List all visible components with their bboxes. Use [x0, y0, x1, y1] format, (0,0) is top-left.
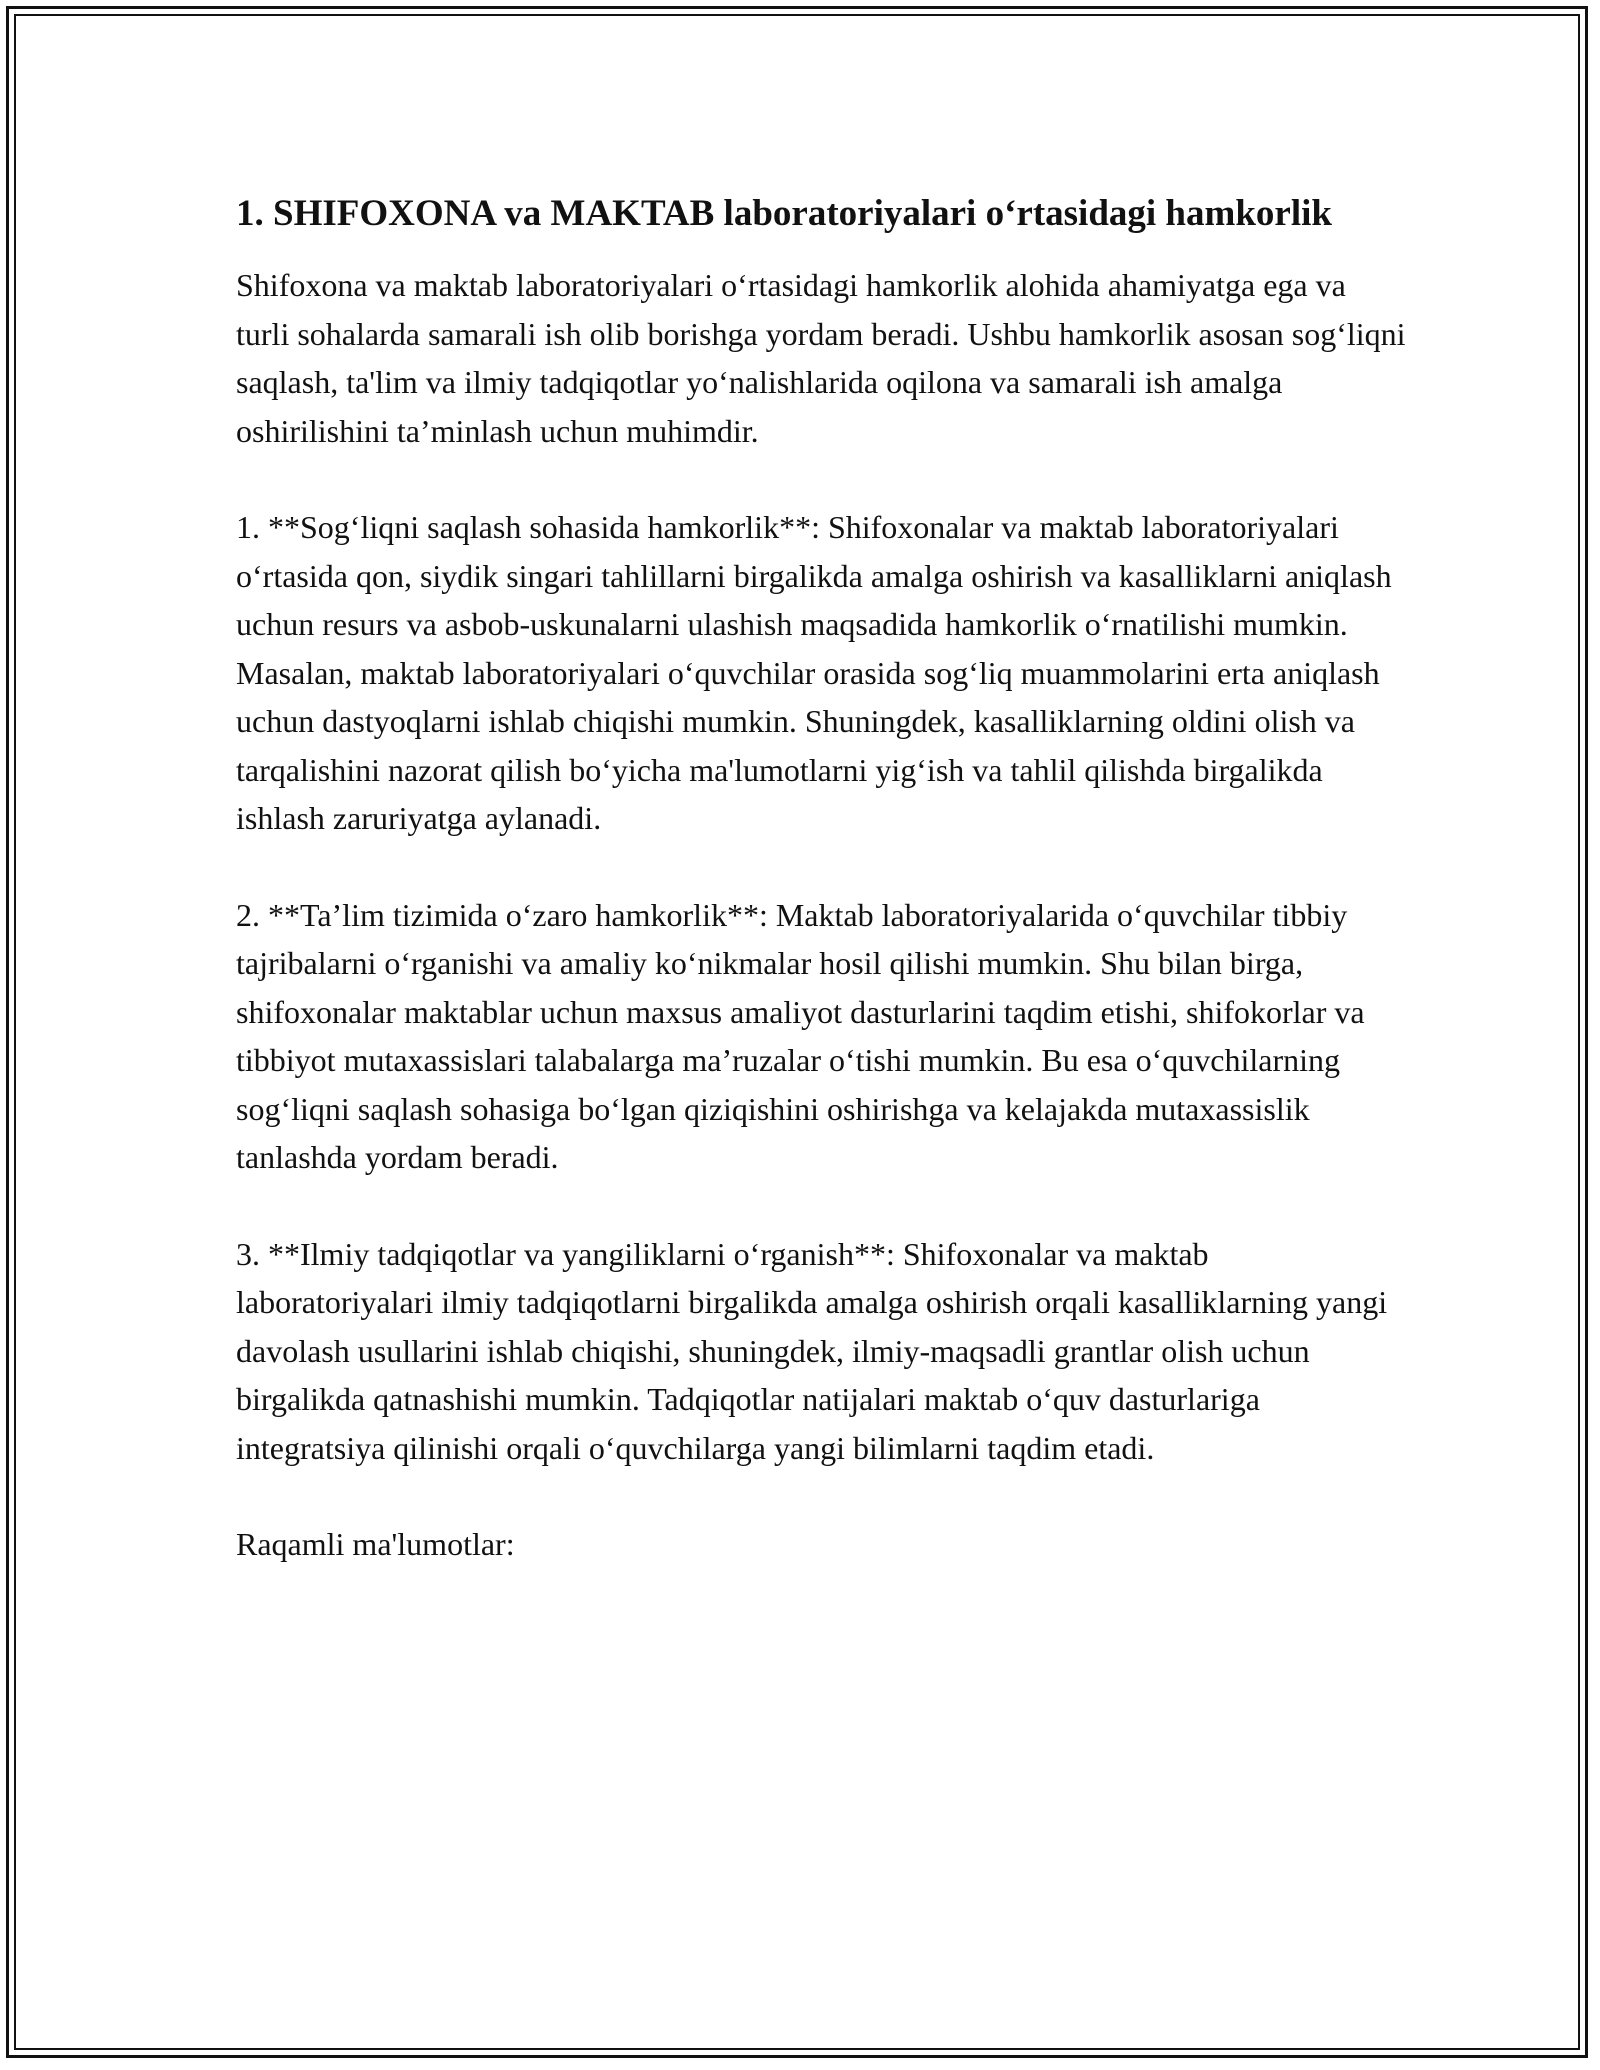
- paragraph-digital-data: Raqamli ma'lumotlar:: [236, 1526, 515, 1562]
- intro-paragraph: Shifoxona va maktab laboratoriyalari o‘rtasidagi hamkorlik alohida ahamiyatga ega va turli sohalarda samarali ish olib borishga yordam beradi. Ushbu hamkorlik asosan sog‘liqni saqlash, ta'lim va ilmiy tadqiqotlar yo‘nalishlarida oqilona va samarali ish amalga oshirilishini ta’minlash uchun muhimdir.: [236, 267, 1406, 449]
- section-heading: 1. SHIFOXONA va MAKTAB laboratoriyalari o‘rtasidagi hamkorlik: [236, 193, 1332, 234]
- paragraph-health-cooperation: 1. **Sog‘liqni saqlash sohasida hamkorlik**: Shifoxonalar va maktab laboratoriyalari o‘rtasida qon, siydik singari tahlillarni birgalikda amalga oshirish va kasalliklarni aniqlash uchun resurs va asbob-uskunalarni ulashish maqsadida hamkorlik o‘rnatilishi mumkin. Masalan, maktab laboratoriyalari o‘quvchilar orasida sog‘liq muammolarini erta aniqlash uchun dastyoqlarni ishlab chiqishi mumkin. Shuningdek, kasalliklarning oldini olish va tarqalishini nazorat qilish bo‘yicha ma'lumotlarni yig‘ish va tahlil qilishda birgalikda ishlash zaruriyatga aylanadi.: [236, 509, 1392, 836]
- paragraph-research-cooperation: 3. **Ilmiy tadqiqotlar va yangiliklarni o‘rganish**: Shifoxonalar va maktab laboratoriyalari ilmiy tadqiqotlarni birgalikda amalga oshirish orqali kasalliklarning yangi davolash usullarini ishlab chiqishi, shuningdek, ilmiy-maqsadli grantlar olish uchun birgalikda qatnashishi mumkin. Tadqiqotlar natijalari maktab o‘quv dasturlariga integratsiya qilinishi orqali o‘quvchilarga yangi bilimlarni taqdim etadi.: [236, 1235, 1388, 1466]
- document-body: [236, 186, 1406, 1569]
- paragraph-education-cooperation: 2. **Ta’lim tizimida o‘zaro hamkorlik**: Maktab laboratoriyalarida o‘quvchilar tibbiy tajribalarni o‘rganishi va amaliy ko‘nikmalar hosil qilishi mumkin. Shu bilan birga, shifoxonalar maktablar uchun maxsus amaliyot dasturlarini taqdim etishi, shifokorlar va tibbiyot mutaxassislari talabalarga ma’ruzalar o‘tishi mumkin. Bu esa o‘quvchilarning sog‘liqni saqlash sohasiga bo‘lgan qiziqishini oshirishga va kelajakda mutaxassislik tanlashda yordam beradi.: [236, 896, 1365, 1175]
